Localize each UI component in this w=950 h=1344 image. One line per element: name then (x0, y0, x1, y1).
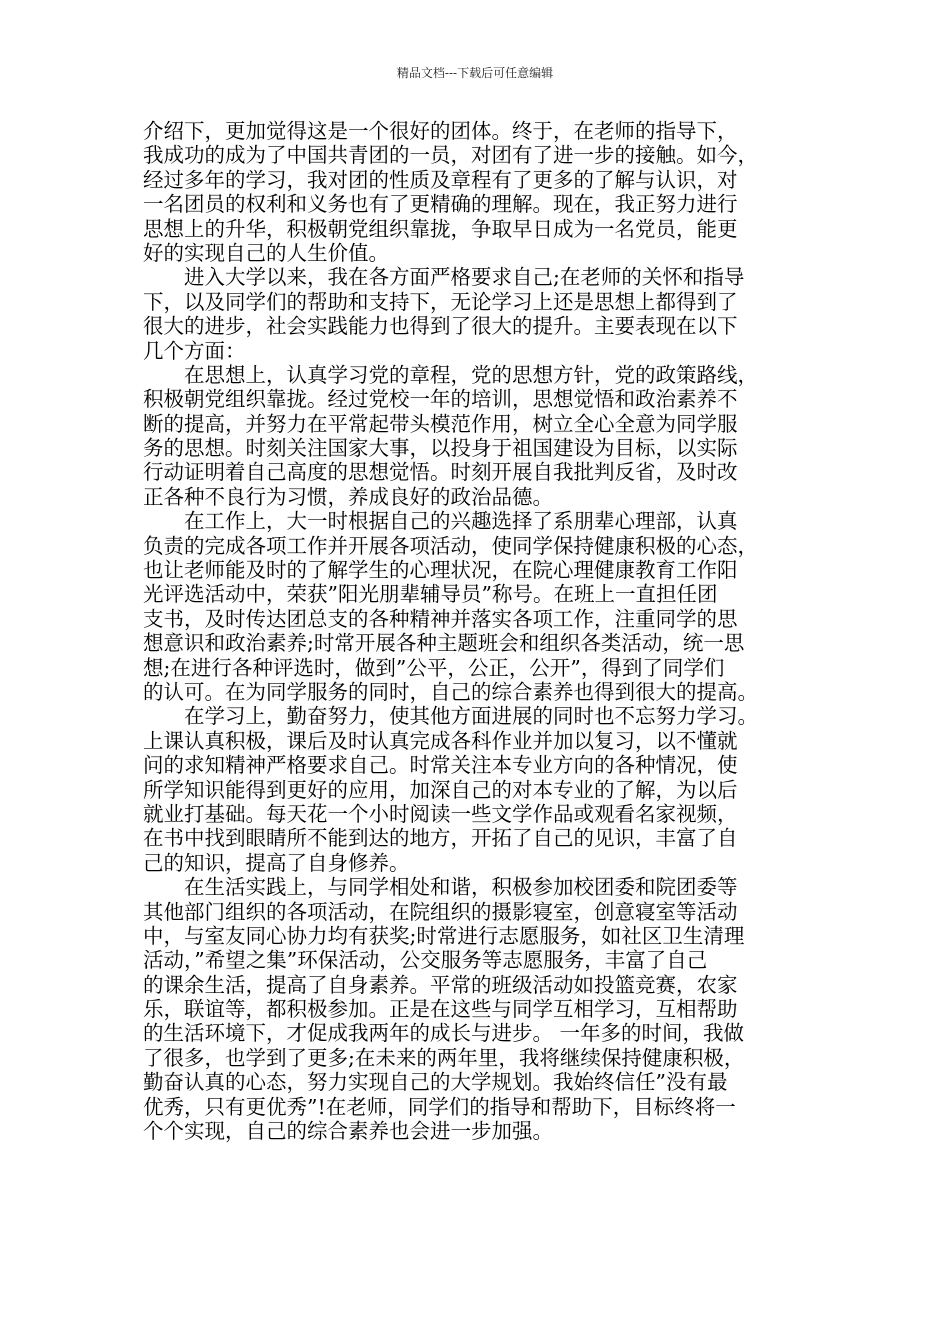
text-line: 活动，”希望之集”环保活动，公交服务等志愿服务，丰富了自己 (143, 948, 708, 973)
text-line: 想;在进行各种评选时，做到”公平，公正，公开”，得到了同学们 (143, 655, 725, 680)
text-line: 正各种不良行为习惯，养成良好的政治品德。 (143, 484, 553, 509)
text-line: 负责的完成各项工作并开展各项活动，使同学保持健康积极的心态， (143, 533, 758, 558)
paragraph-first-line: 在思想上，认真学习党的章程，党的思想方针，党的政策路线， (184, 362, 758, 387)
text-line: 思想上的升华，积极朝党组织靠拢，争取早日成为一名党员，能更 (143, 216, 738, 241)
text-line: 己的知识，提高了自身修养。 (143, 850, 410, 875)
text-line: 的认可。在为同学服务的同时，自己的综合素养也得到很大的提高。 (143, 679, 758, 704)
text-line: 的课余生活，提高了自身素养。平常的班级活动如投篮竞赛，农家 (143, 972, 738, 997)
text-line: 在书中找到眼睛所不能到达的地方，开拓了自己的见识，丰富了自 (143, 826, 738, 851)
text-line: 支书，及时传达团总支的各种精神并落实各项工作，注重同学的思 (143, 606, 738, 631)
paragraph-first-line: 在学习上，勤奋努力，使其他方面进展的同时也不忘努力学习。 (184, 704, 758, 729)
paragraph-first-line: 进入大学以来，我在各方面严格要求自己;在老师的关怀和指导 (184, 265, 745, 290)
text-line: 的生活环境下，才促成我两年的成长与进步。 一年多的时间，我做 (143, 1021, 745, 1046)
text-line: 介绍下，更加觉得这是一个很好的团体。终于，在老师的指导下， (143, 119, 738, 143)
paragraph-first-line: 在生活实践上，与同学相处和谐，积极参加校团委和院团委等 (184, 875, 738, 900)
document-body (143, 119, 809, 1143)
text-line: 积极朝党组织靠拢。经过党校一年的培训，思想觉悟和政治素养不 (143, 387, 738, 412)
text-line: 上课认真积极，课后及时认真完成各科作业并加以复习，以不懂就 (143, 728, 738, 753)
text-line: 我成功的成为了中国共青团的一员，对团有了进一步的接触。如今， (143, 143, 758, 168)
paragraph-first-line: 在工作上，大一时根据自己的兴趣选择了系朋辈心理部，认真 (184, 509, 738, 534)
text-line: 乐，联谊等，都积极参加。正是在这些与同学互相学习，互相帮助 (143, 997, 738, 1022)
text-line: 问的求知精神严格要求自己。时常关注本专业方向的各种情况，使 (143, 753, 738, 778)
text-line: 勤奋认真的心态，努力实现自己的大学规划。我始终信任”没有最 (143, 1070, 728, 1095)
text-line: 优秀，只有更优秀”!在老师，同学们的指导和帮助下，目标终将一 (143, 1094, 736, 1119)
text-line: 几个方面： (143, 338, 246, 363)
text-line: 经过多年的学习，我对团的性质及章程有了更多的了解与认识，对 (143, 167, 738, 192)
text-line: 中，与室友同心协力均有获奖;时常进行志愿服务，如社区卫生清理 (143, 923, 745, 948)
text-line: 一名团员的权利和义务也有了更精确的理解。现在，我正努力进行 (143, 192, 738, 217)
text-line: 个个实现，自己的综合素养也会进一步加强。 (143, 1119, 553, 1144)
text-line: 光评选活动中，荣获”阳光朋辈辅导员”称号。在班上一直担任团 (143, 582, 718, 607)
text-line: 所学知识能得到更好的应用，加深自己的对本专业的了解，为以后 (143, 777, 738, 802)
text-line: 好的实现自己的人生价值。 (143, 240, 389, 265)
text-line: 务的思想。时刻关注国家大事，以投身于祖国建设为目标，以实际 (143, 436, 738, 461)
text-line: 想意识和政治素养;时常开展各种主题班会和组织各类活动，统一思 (143, 631, 745, 656)
text-line: 也让老师能及时的了解学生的心理状况，在院心理健康教育工作阳 (143, 558, 738, 583)
page-header: 精品文档---下载后可任意编辑 (396, 66, 554, 80)
text-line: 断的提高，并努力在平常起带头模范作用，树立全心全意为同学服 (143, 411, 738, 436)
text-line: 就业打基础。每天花一个小时阅读一些文学作品或观看名家视频， (143, 801, 738, 826)
text-line: 其他部门组织的各项活动，在院组织的摄影寝室，创意寝室等活动 (143, 899, 738, 924)
text-line: 很大的进步，社会实践能力也得到了很大的提升。主要表现在以下 (143, 314, 738, 339)
text-line: 行动证明着自己高度的思想觉悟。时刻开展自我批判反省，及时改 (143, 460, 738, 485)
text-line: 下，以及同学们的帮助和支持下，无论学习上还是思想上都得到了 (143, 289, 738, 314)
text-line: 了很多，也学到了更多;在未来的两年里，我将继续保持健康积极， (143, 1045, 745, 1070)
